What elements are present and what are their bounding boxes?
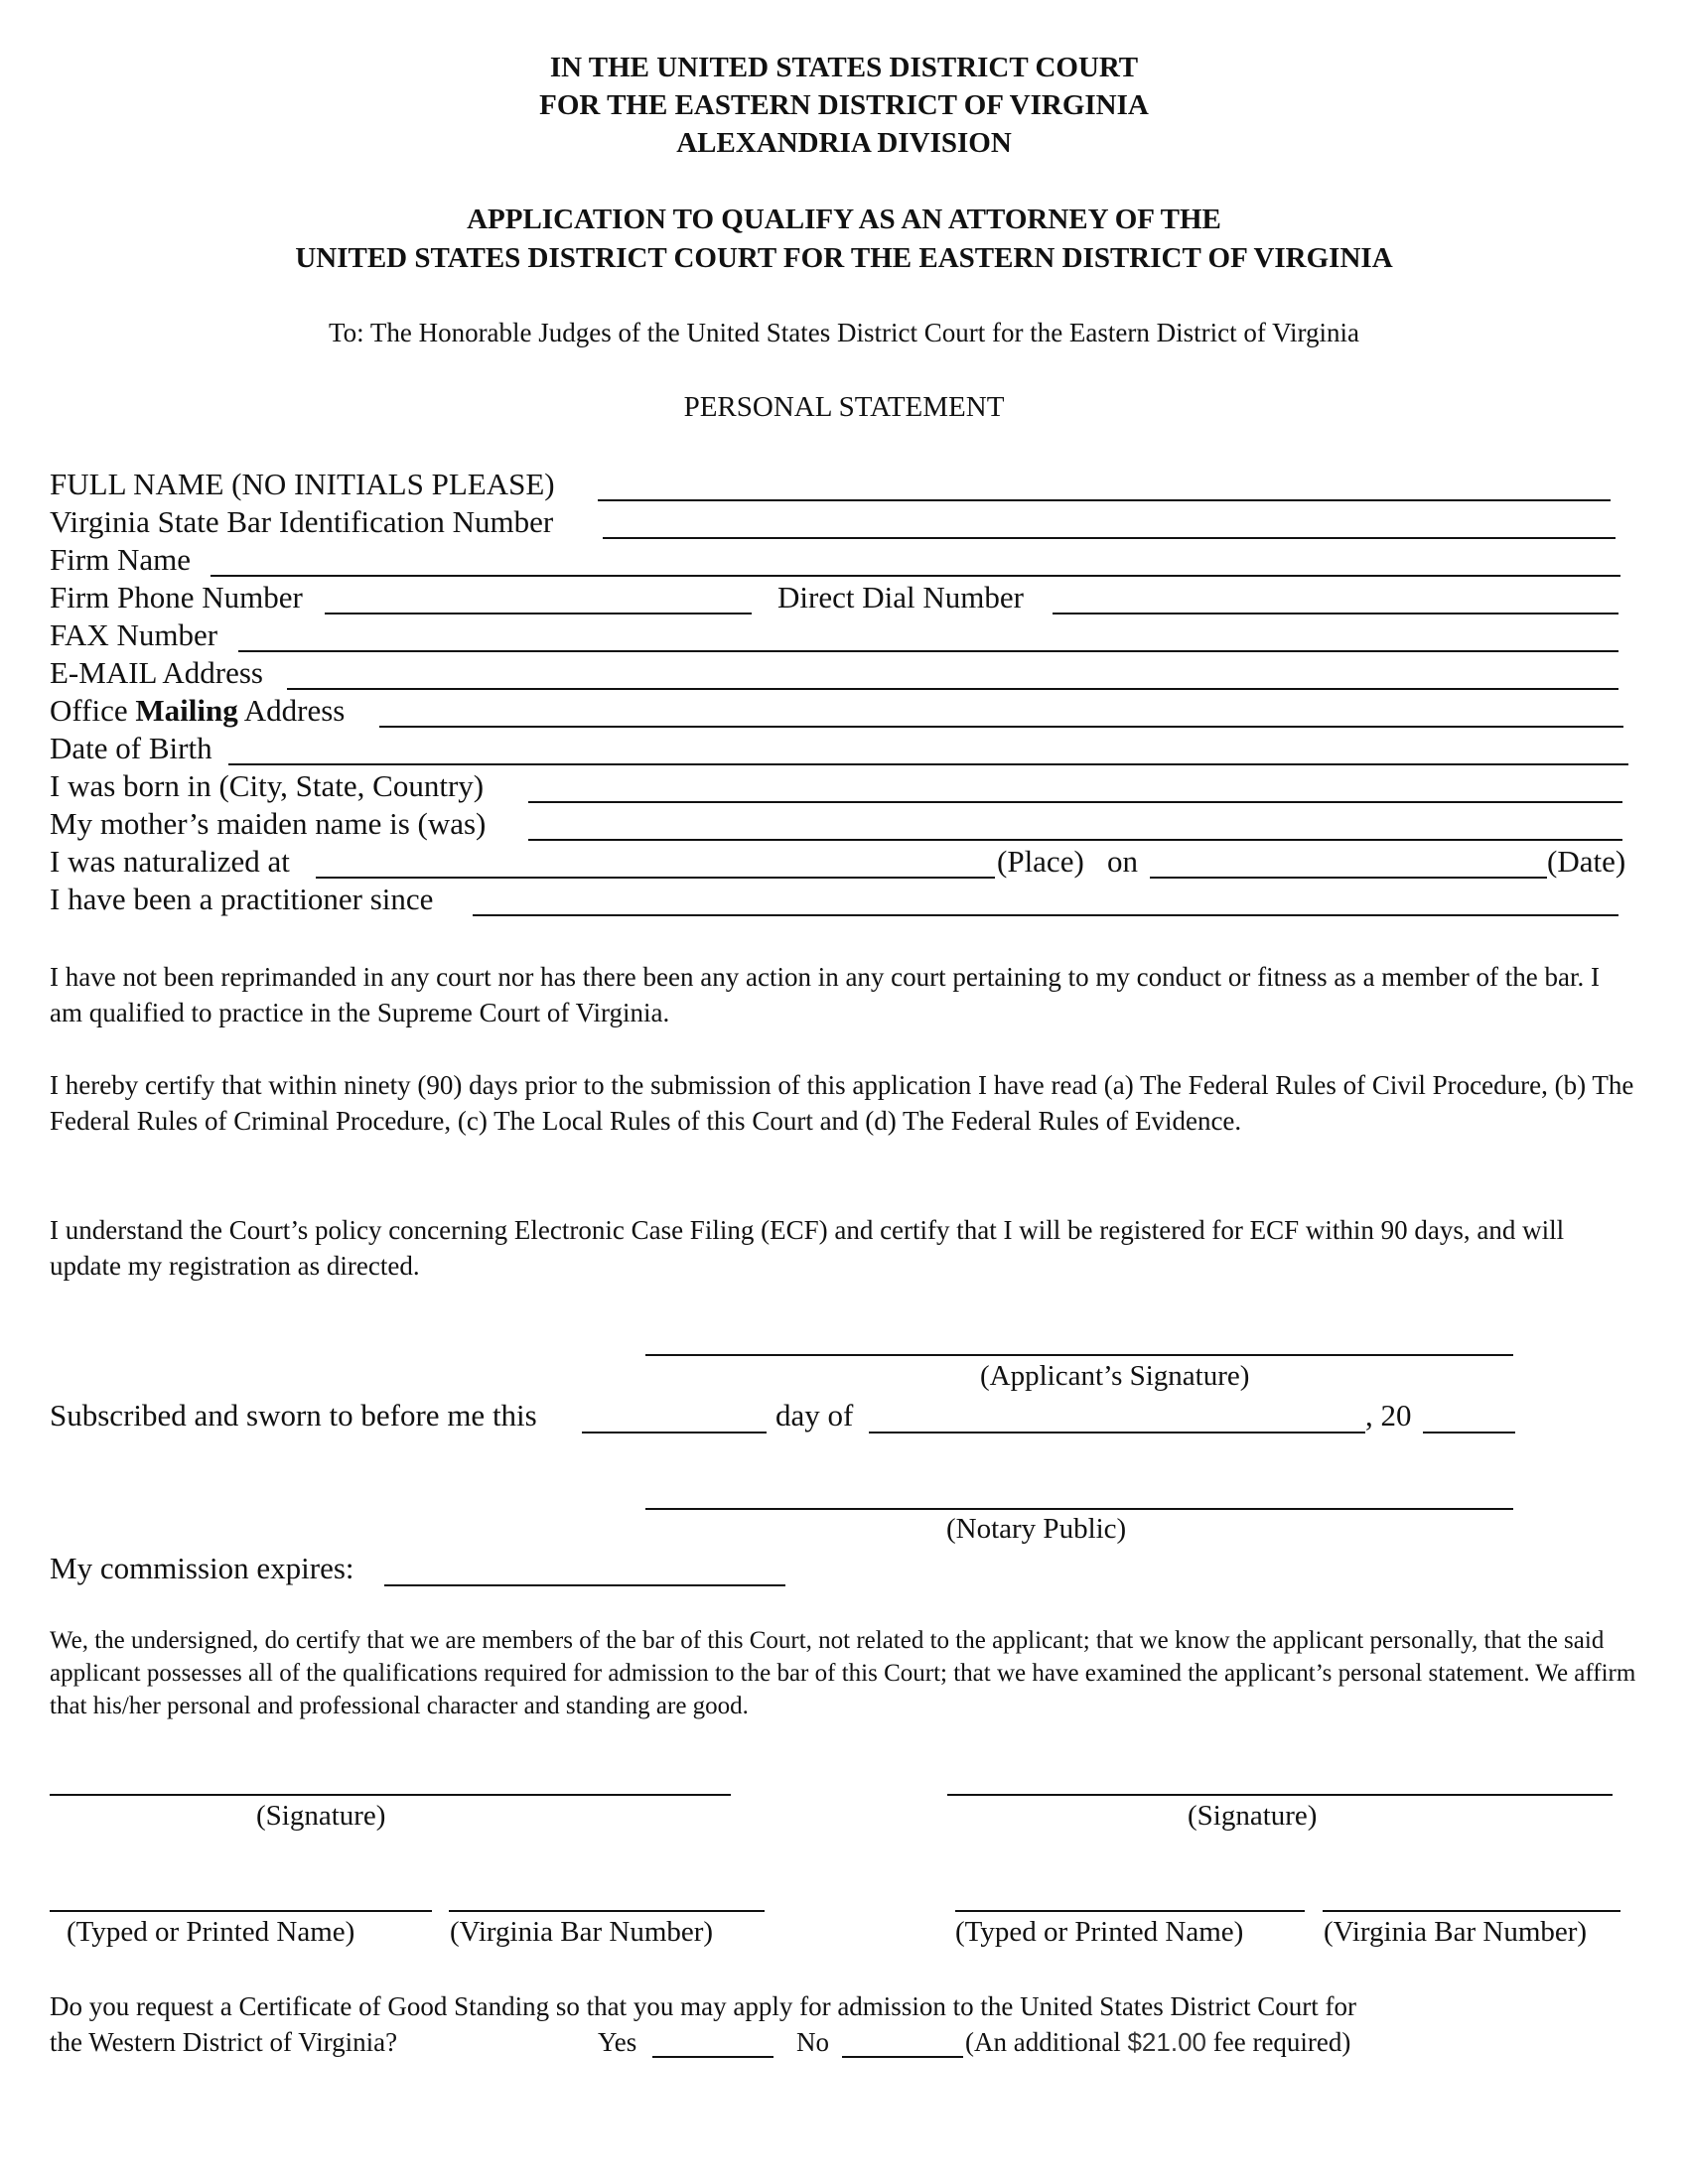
sponsor1-typed-name-label: (Typed or Printed Name) (67, 1916, 355, 1948)
sponsor1-name-line[interactable] (50, 1910, 432, 1912)
mother-maiden-line[interactable] (528, 839, 1622, 841)
commission-expires-line[interactable] (384, 1584, 785, 1586)
year-prefix-label: , 20 (1365, 1398, 1412, 1433)
dob-line[interactable] (228, 763, 1628, 765)
fax-label: FAX Number (50, 617, 218, 652)
court-division: ALEXANDRIA DIVISION (676, 127, 1012, 159)
office-mailing-address-label: Office Mailing Address (50, 693, 346, 728)
sponsor2-signature-label: (Signature) (1188, 1800, 1318, 1832)
form-title-line2: UNITED STATES DISTRICT COURT FOR THE EASTERN DISTRICT OF VIRGINIA (295, 242, 1393, 274)
on-label: on (1107, 844, 1138, 879)
no-answer-line[interactable] (842, 2056, 963, 2058)
subscribed-label: Subscribed and sworn to before me this (50, 1398, 537, 1433)
notary-public-label: (Notary Public) (946, 1513, 1127, 1545)
court-name-line2: FOR THE EASTERN DISTRICT OF VIRGINIA (539, 89, 1149, 121)
fee-amount: $21.00 (1127, 2027, 1206, 2057)
date-label: (Date) (1547, 844, 1626, 879)
sponsor-certification: We, the undersigned, do certify that we are members of the bar of this Court, not related to the applicant; that we know the applicant personally, that the said applicant possesses all of the qualifications required for admission to the bar of this Court; that we have examined the applicant’s personal statement. We affirm that his/her personal and professional character and standing are good. (50, 1627, 1636, 1719)
sponsor2-bar-number-line[interactable] (1323, 1910, 1620, 1912)
firm-name-label: Firm Name (50, 542, 192, 577)
sponsor2-typed-name-label: (Typed or Printed Name) (955, 1916, 1244, 1948)
sworn-year-line[interactable] (1423, 1432, 1515, 1433)
good-standing-question-line1: Do you request a Certificate of Good Standing so that you may apply for admission to the United States District Court for (50, 1991, 1357, 2021)
statement-ecf: I understand the Court’s policy concerning Electronic Case Filing (ECF) and certify that I will be registered for ECF within 90 days, and will update my registration as directed. (50, 1215, 1565, 1281)
notary-signature-line[interactable] (645, 1508, 1513, 1510)
direct-dial-line[interactable] (1053, 613, 1618, 614)
fax-line[interactable] (238, 650, 1618, 652)
birthplace-line[interactable] (528, 801, 1622, 803)
full-name-line[interactable] (598, 499, 1611, 501)
mother-maiden-label: My mother’s maiden name is (was) (50, 806, 487, 841)
applicant-signature-line[interactable] (645, 1354, 1513, 1356)
naturalized-label: I was naturalized at (50, 844, 290, 879)
salutation: To: The Honorable Judges of the United States District Court for the Eastern District of Virginia (328, 318, 1360, 347)
full-name-label: FULL NAME (NO INITIALS PLEASE) (50, 467, 555, 501)
section-title: PERSONAL STATEMENT (683, 391, 1005, 423)
practitioner-since-line[interactable] (473, 914, 1618, 916)
sponsor2-name-line[interactable] (955, 1910, 1305, 1912)
office-mailing-address-line[interactable] (379, 726, 1623, 728)
firm-phone-label: Firm Phone Number (50, 580, 303, 614)
yes-label: Yes (598, 2027, 637, 2057)
sponsor1-signature-line[interactable] (50, 1794, 731, 1796)
good-standing-question-line2: the Western District of Virginia? (50, 2027, 398, 2057)
vsb-id-line[interactable] (603, 537, 1616, 539)
sponsor2-bar-number-label: (Virginia Bar Number) (1324, 1916, 1588, 1948)
no-label: No (796, 2027, 829, 2057)
applicant-signature-label: (Applicant’s Signature) (980, 1360, 1250, 1392)
sponsor2-signature-line[interactable] (947, 1794, 1613, 1796)
vsb-id-label: Virginia State Bar Identification Number (50, 504, 554, 539)
sworn-day-line[interactable] (582, 1432, 767, 1433)
day-of-label: day of (775, 1398, 854, 1433)
firm-phone-line[interactable] (325, 613, 752, 614)
commission-expires-label: My commission expires: (50, 1551, 354, 1585)
naturalized-place-line[interactable] (316, 877, 995, 879)
email-line[interactable] (287, 688, 1618, 690)
naturalized-date-line[interactable] (1150, 877, 1547, 879)
birthplace-label: I was born in (City, State, Country) (50, 768, 485, 803)
sponsor1-bar-number-line[interactable] (449, 1910, 765, 1912)
direct-dial-label: Direct Dial Number (777, 580, 1024, 614)
court-name-line1: IN THE UNITED STATES DISTRICT COURT (549, 52, 1139, 83)
form-title-line1: APPLICATION TO QUALIFY AS AN ATTORNEY OF THE (467, 204, 1221, 235)
place-label: (Place) (997, 844, 1084, 879)
sponsor1-signature-label: (Signature) (256, 1800, 386, 1832)
sworn-month-line[interactable] (869, 1432, 1365, 1433)
statement-reprimand: I have not been reprimanded in any court nor has there been any action in any court pertaining to my conduct or fitness as a member of the bar. I am qualified to practice in the Supreme Court of Virginia. (50, 962, 1600, 1027)
firm-name-line[interactable] (211, 575, 1620, 577)
email-label: E-MAIL Address (50, 655, 263, 690)
dob-label: Date of Birth (50, 731, 212, 765)
sponsor1-bar-number-label: (Virginia Bar Number) (450, 1916, 714, 1948)
practitioner-since-label: I have been a practitioner since (50, 882, 434, 916)
statement-rules-certification: I hereby certify that within ninety (90) days prior to the submission of this application I have read (a) The Federal Rules of Civil Procedure, (b) The Federal Rules of Criminal Procedure, (c) The Local Rules of this Court and (d) The Federal Rules of Evidence. (50, 1070, 1634, 1136)
fee-note: (An additional $21.00 fee required) (965, 2027, 1351, 2057)
yes-answer-line[interactable] (652, 2056, 774, 2058)
